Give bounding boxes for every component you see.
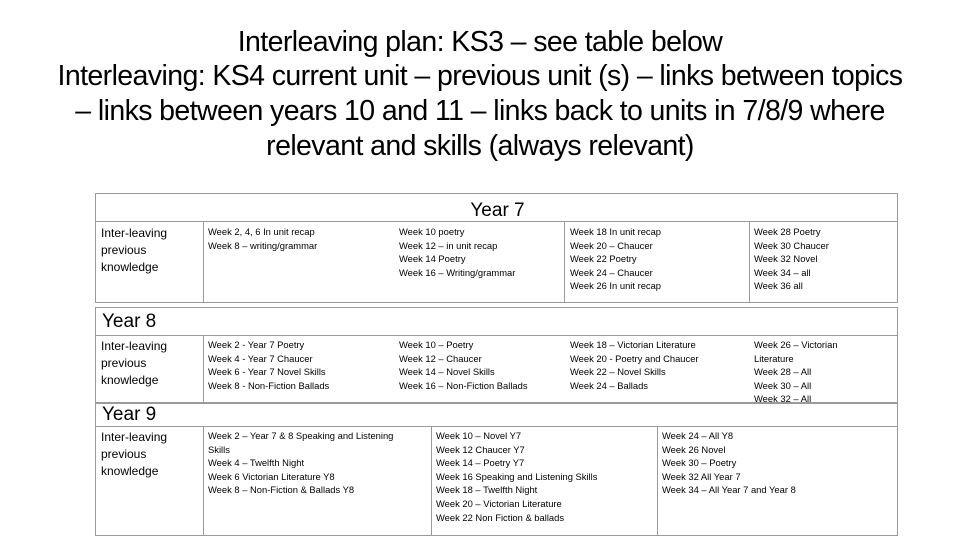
year8-col-3: Week 18 – Victorian Literature Week 20 - Poetry and Chaucer Week 22 – Novel Skills Week 24 – Ballads bbox=[570, 339, 699, 391]
year7-col-3: Week 18 In unit recap Week 20 – Chaucer Week 22 Poetry Week 24 – Chaucer Week 26 In unit recap bbox=[570, 226, 662, 292]
year7-col-4: Week 28 Poetry Week 30 Chaucer Week 32 Novel Week 34 – all Week 36 all bbox=[754, 226, 829, 292]
year8-title: Year 8 bbox=[102, 311, 157, 332]
heading-line-4: relevant and skills (always relevant) bbox=[266, 130, 694, 162]
year7-col-2: Week 10 poetry Week 12 – in unit recap Week 14 Poetry Week 16 – Writing/grammar bbox=[399, 226, 516, 278]
year7-header-row bbox=[95, 193, 898, 222]
year9-col-1: Week 2 – Year 7 & 8 Speaking and Listening Skills Week 4 – Twelfth Night Week 6 Victorian Literature Y8 Week 8 – Non-Fiction & Ballads Y8 bbox=[208, 430, 394, 496]
year8-col-2: Week 10 – Poetry Week 12 – Chaucer Week 14 – Novel Skills Week 16 – Non-Fiction Ballads bbox=[399, 339, 528, 391]
heading-line-1: Interleaving plan: KS3 – see table below bbox=[237, 26, 723, 58]
year9-col-2: Week 10 – Novel Y7 Week 12 Chaucer Y7 Week 14 – Poetry Y7 Week 16 Speaking and Listening Skills Week 18 – Twelfth Night Week 20 – Victorian Literature Week 22 Non Fiction & ballads bbox=[436, 430, 598, 523]
heading-line-3: – links between years 10 and 11 – links back to units in 7/8/9 where bbox=[75, 95, 885, 127]
year8-col-1: Week 2 - Year 7 Poetry Week 4 - Year 7 Chaucer Week 6 - Year 7 Novel Skills Week 8 - Non-Fiction Ballads bbox=[208, 339, 330, 391]
interleaving-table bbox=[95, 193, 898, 523]
year9-col-3: Week 24 – All Y8 Week 26 Novel Week 30 – Poetry Week 32 All Year 7 Week 34 – All Year 7 and Year 8 bbox=[662, 430, 796, 496]
year9-title: Year 9 bbox=[102, 404, 157, 425]
year9-label: Inter-leaving previous knowledge bbox=[101, 430, 168, 478]
year7-col-1: Week 2, 4, 6 In unit recap Week 8 – writing/grammar bbox=[208, 226, 318, 251]
year7-title: Year 7 bbox=[470, 200, 525, 221]
year8-label: Inter-leaving previous knowledge bbox=[101, 339, 168, 387]
year8-header-row bbox=[95, 307, 898, 336]
year9-header-row bbox=[95, 403, 898, 427]
heading-line-2: Interleaving: KS4 current unit – previous unit (s) – links between topics bbox=[57, 60, 903, 92]
year8-col-4: Week 26 – Victorian Literature Week 28 – All Week 30 – All Week 32 – All bbox=[754, 339, 838, 405]
year7-label: Inter-leaving previous knowledge bbox=[101, 226, 168, 274]
